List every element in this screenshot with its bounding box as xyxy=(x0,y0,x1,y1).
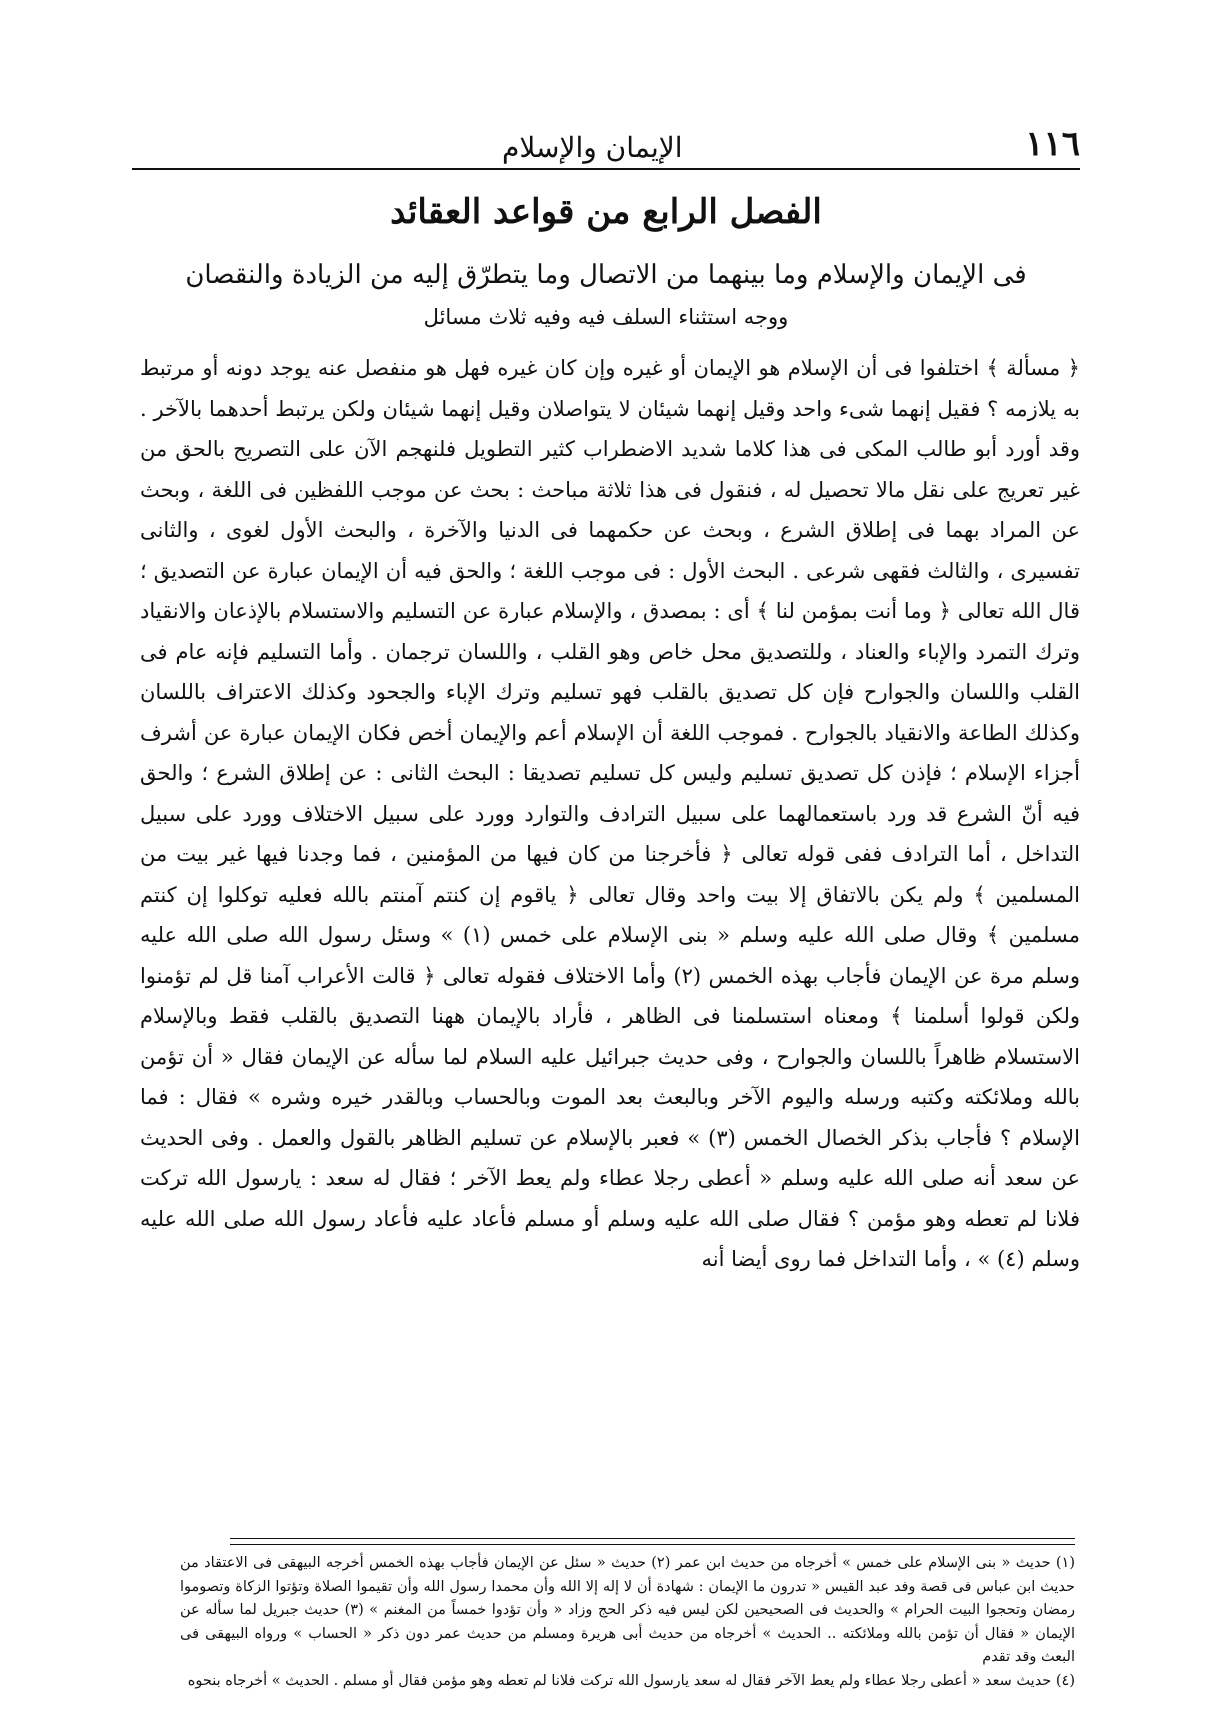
chapter-subtitle: فى الإيمان والإسلام وما بينهما من الاتصال وما يتطرّق إليه من الزيادة والنقصان xyxy=(185,260,1027,290)
footnotes xyxy=(180,1552,1075,1694)
footnote-divider-secondary xyxy=(230,1544,1075,1545)
chapter-subtitle-secondary: ووجه استثناء السلف فيه وفيه ثلاث مسائل xyxy=(423,305,789,329)
footnote-divider xyxy=(230,1538,1075,1539)
chapter-title: الفصل الرابع من قواعد العقائد xyxy=(390,192,822,232)
footnote: (٤) حديث سعد « أعطى رجلا عطاء ولم يعط الآخر فقال له سعد يارسول الله تركت فلانا لم تعطه وهو مؤمن فقال أو مسلم . الحديث » أخرجاه بنحوه xyxy=(187,1672,1075,1689)
running-title: الإيمان والإسلام xyxy=(502,131,683,164)
body-text: ﴿ مسألة ﴾ اختلفوا فى أن الإسلام هو الإيمان أو غيره وإن كان غيره فهل هو منفصل عنه يوجد دونه أو مرتبط به يلازمه ؟ فقيل إنهما شىء واحد وقيل إنهما شيئان لا يتواصلان وقيل إنهما شيئان ولكن يرتبط أحدهما بالآخر . وقد أورد أبو طالب المكى فى هذا كلاما شديد الاضطراب كثير التطويل فلنهجم الآن على التصريح بالحق من غير تعريج على نقل مالا تحصيل له ، فنقول فى هذا ثلاثة مباحث : بحث عن موجب اللفظين فى اللغة ، وبحث عن المراد بهما فى إطلاق الشرع ، وبحث عن حكمهما فى الدنيا والآخرة ، والبحث الأول لغوى ، والثانى تفسيرى ، والثالث فقهى شرعى . البحث الأول : فى موجب اللغة ؛ والحق فيه أن الإيمان عبارة عن التصديق ؛ قال الله تعالى ﴿ وما أنت بمؤمن لنا ﴾ أى : بمصدق ، والإسلام عبارة عن التسليم والاستسلام بالإذعان والانقياد وترك التمرد والإباء والعناد ، وللتصديق محل خاص وهو القلب ، واللسان ترجمان . وأما التسليم فإنه عام فى القلب واللسان والجوارح فإن كل تصديق بالقلب فهو تسليم وترك الإباء والجحود وكذلك الاعتراف باللسان وكذلك الطاعة والانقياد بالجوارح . فموجب اللغة أن الإسلام أعم والإيمان أخص فكان الإيمان عبارة عن أشرف أجزاء الإسلام ؛ فإذن كل تصديق تسليم وليس كل تسليم تصديقا : البحث الثانى : عن إطلاق الشرع ؛ والحق فيه أنّ الشرع قد ورد باستعمالهما على سبيل الترادف والتوارد وورد على سبيل الاختلاف وورد على سبيل التداخل ، أما الترادف ففى قوله تعالى ﴿ فأخرجنا من كان فيها من المؤمنين ، فما وجدنا فيها غير بيت من المسلمين ﴾ ولم يكن بالاتفاق إلا بيت واحد وقال تعالى ﴿ ياقوم إن كنتم آمنتم بالله فعليه توكلوا إن كنتم مسلمين ﴾ وقال صلى الله عليه وسلم « بنى الإسلام على خمس (١) » وسئل رسول الله صلى الله عليه وسلم مرة عن الإيمان فأجاب بهذه الخمس (٢) وأما الاختلاف فقوله تعالى ﴿ قالت الأعراب آمنا قل لم تؤمنوا ولكن قولوا أسلمنا ﴾ ومعناه استسلمنا فى الظاهر ، فأراد بالإيمان ههنا التصديق بالقلب فقط وبالإسلام الاستسلام ظاهراً باللسان والجوارح ، وفى حديث جبرائيل عليه السلام لما سأله عن الإيمان فقال « أن تؤمن بالله وملائكته وكتبه ورسله واليوم الآخر وبالبعث بعد الموت وبالحساب وبالقدر خيره وشره » فقال : فما الإسلام ؟ فأجاب بذكر الخصال الخمس (٣) » فعبر بالإسلام عن تسليم الظاهر بالقول والعمل . وفى الحديث عن سعد أنه صلى الله عليه وسلم « أعطى رجلا عطاء ولم يعط الآخر ؛ فقال له سعد : يارسول الله تركت فلانا لم تعطه وهو مؤمن ؟ فقال صلى الله عليه وسلم أو مسلم فأعاد عليه فأعاد رسول الله صلى الله عليه وسلم (٤) » ، وأما التداخل فما روى أيضا أنه xyxy=(140,356,1080,1271)
page-number: ١١٦ xyxy=(1025,124,1080,164)
header-divider xyxy=(132,168,1080,170)
page-header xyxy=(132,108,1080,164)
footnote: (١) حديث « بنى الإسلام على خمس » أخرجاه من حديث ابن عمر (٢) حديث « سئل عن الإيمان فأجاب بهذه الخمس أخرجه البيهقى فى الاعتقاد من حديث ابن عباس فى قصة وفد عبد القيس « تدرون ما الإيمان : شهادة أن لا إله إلا الله وأن محمدا رسول الله وأن تقيموا الصلاة وتؤتوا الزكاة وتصوموا رمضان وتحجوا البيت الحرام » والحديث فى الصحيحين لكن ليس فيه ذكر الحج وزاد « وأن تؤدوا خمساً من المغنم » (٣) حديث جبريل لما سأله عن الإيمان « فقال أن تؤمن بالله وملائكته .. الحديث » أخرجاه من حديث أبى هريرة ومسلم من حديث عمر دون ذكر « الحساب » ورواه البيهقى فى البعث وقد تقدم xyxy=(180,1555,1075,1666)
